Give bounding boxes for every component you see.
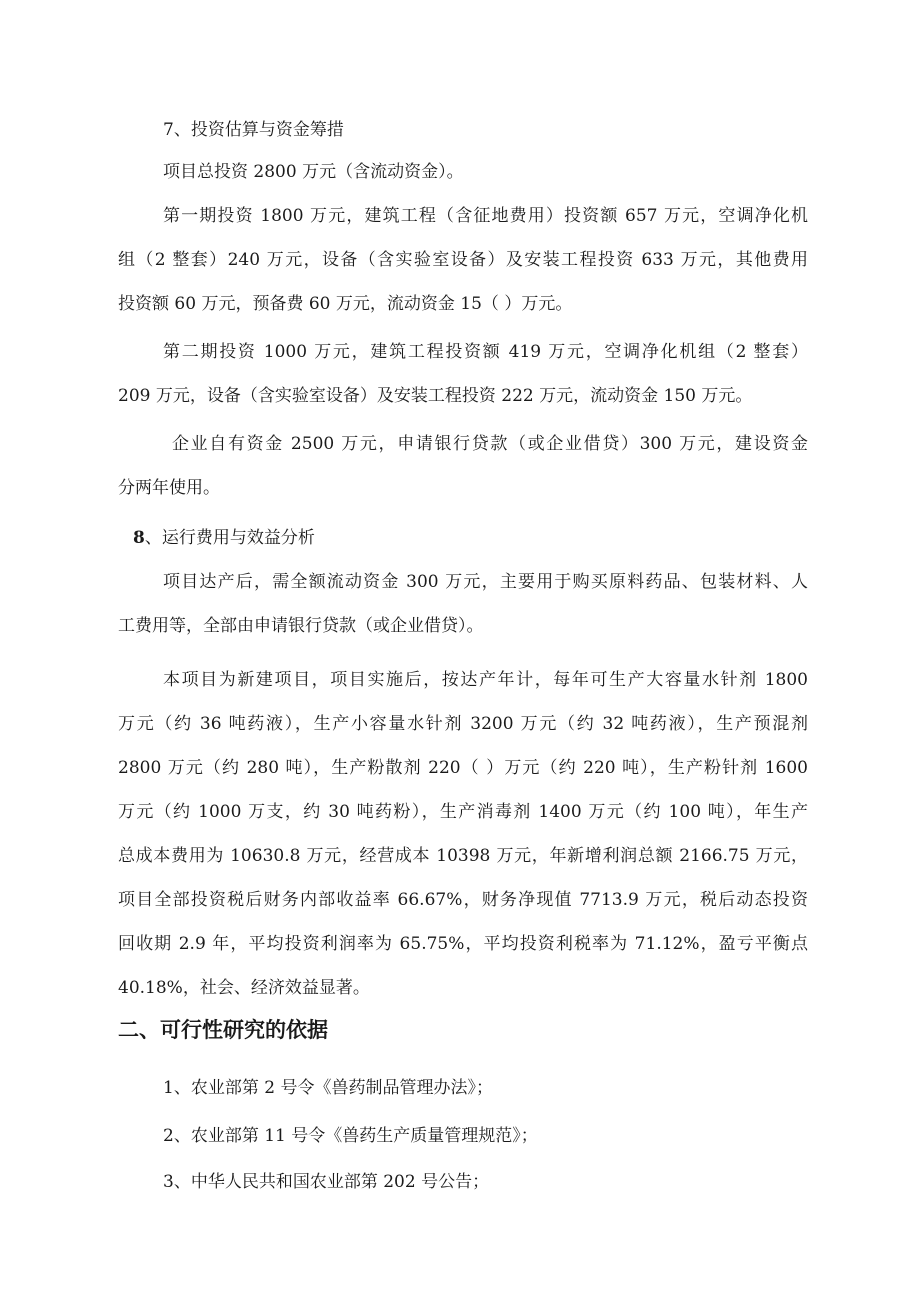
section-7-heading: 7、投资估算与资金筹措 [163, 120, 344, 140]
paragraph-line: 40.18%，社会、经济效益显著。 [118, 978, 370, 998]
paragraph-line: 第二期投资 1000 万元，建筑工程投资额 419 万元，空调净化机组（2 整套） [163, 342, 808, 362]
section-8-title: 、运行费用与效益分析 [144, 528, 315, 548]
paragraph-line: 组（2 整套）240 万元，设备（含实验室设备）及安装工程投资 633 万元，其他费用 [118, 250, 808, 270]
chapter-2-title: 二、可行性研究的依据 [118, 1018, 328, 1042]
paragraph-line: 投资额 60 万元，预备费 60 万元，流动资金 15（ ）万元。 [118, 294, 573, 314]
paragraph-line: 工费用等，全部由申请银行贷款（或企业借贷）。 [118, 616, 484, 636]
basis-list-item: 2、农业部第 11 号令《兽药生产质量管理规范》； [163, 1126, 538, 1146]
paragraph-line: 万元（约 36 吨药液），生产小容量水针剂 3200 万元（约 32 吨药液），生产预混剂 [118, 714, 808, 734]
paragraph-line: 回收期 2.9 年，平均投资利润率为 65.75%，平均投资利税率为 71.12%，盈亏平衡点 [118, 934, 808, 954]
paragraph-line: 第一期投资 1800 万元，建筑工程（含征地费用）投资额 657 万元，空调净化机 [163, 206, 808, 226]
paragraph-line: 本项目为新建项目，项目实施后，按达产年计，每年可生产大容量水针剂 1800 [163, 670, 808, 690]
paragraph-line: 209 万元，设备（含实验室设备）及安装工程投资 222 万元，流动资金 150 万元。 [118, 386, 753, 406]
section-8-heading [133, 526, 315, 550]
basis-list-item: 3、中华人民共和国农业部第 202 号公告； [163, 1172, 490, 1192]
paragraph-line: 项目达产后，需全额流动资金 300 万元，主要用于购买原料药品、包装材料、人 [163, 572, 808, 592]
paragraph-line: 总成本费用为 10630.8 万元，经营成本 10398 万元，年新增利润总额 2166.75 万元， [118, 846, 808, 866]
paragraph-line: 分两年使用。 [118, 478, 220, 498]
paragraph-line: 项目总投资 2800 万元（含流动资金）。 [163, 162, 464, 182]
section-8-number: 8 [133, 528, 145, 548]
paragraph-line: 万元（约 1000 万支，约 30 吨药粉），生产消毒剂 1400 万元（约 100 吨），年生产 [118, 802, 808, 822]
paragraph-line: 企业自有资金 2500 万元，申请银行贷款（或企业借贷）300 万元，建设资金 [172, 434, 808, 454]
paragraph-line: 项目全部投资税后财务内部收益率 66.67%，财务净现值 7713.9 万元，税后动态投资 [118, 890, 808, 910]
paragraph-line: 2800 万元（约 280 吨），生产粉散剂 220（ ）万元（约 220 吨），生产粉针剂 1600 [118, 758, 808, 778]
basis-list-item: 1、农业部第 2 号令《兽药制品管理办法》； [163, 1078, 493, 1098]
